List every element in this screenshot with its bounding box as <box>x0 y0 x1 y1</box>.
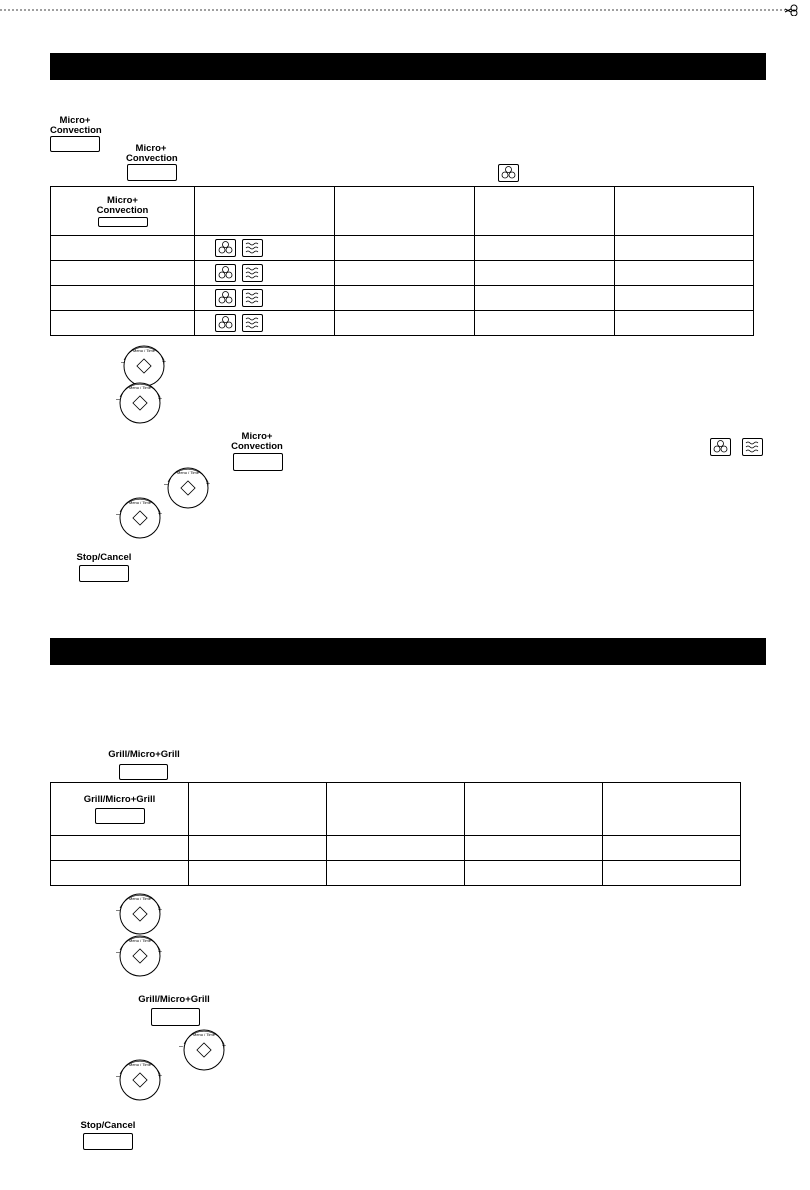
menu-time-dial-icon[interactable] <box>114 379 180 429</box>
table-row <box>51 236 754 261</box>
table-row <box>51 261 754 286</box>
table-cell <box>335 311 475 336</box>
table-row <box>51 311 754 336</box>
svg-text:+: + <box>158 949 163 956</box>
svg-text:+: + <box>158 396 163 403</box>
table-cell <box>603 836 741 861</box>
header-button-label: Micro+ Convection <box>96 194 149 216</box>
table-cell <box>475 286 615 311</box>
table-cell <box>51 861 189 886</box>
table-row <box>51 836 741 861</box>
table-cell <box>51 311 195 336</box>
stop-cancel-button-2[interactable] <box>83 1133 133 1150</box>
svg-text:–: – <box>164 481 168 488</box>
svg-text:+: + <box>206 481 211 488</box>
table-cell <box>51 236 195 261</box>
header-button-shape <box>98 217 148 227</box>
svg-text:+: + <box>222 1043 227 1050</box>
table-cell <box>465 861 603 886</box>
header-button-label: Grill/Micro+Grill <box>83 793 156 805</box>
micro-convection-label-3: Micro+ Convection <box>231 431 283 452</box>
menu-time-dial-icon[interactable] <box>114 932 180 982</box>
svg-text:+: + <box>158 511 163 518</box>
table-cell <box>465 836 603 861</box>
micro-convection-button-2[interactable] <box>127 164 177 181</box>
microwave-waves-icon <box>742 438 763 456</box>
svg-text:+: + <box>158 907 163 914</box>
header-cell <box>195 187 335 236</box>
table-header-row <box>51 187 754 236</box>
table-cell <box>327 836 465 861</box>
header-button-cell <box>51 783 189 836</box>
svg-text:–: – <box>179 1043 183 1050</box>
convection-fan-icon <box>215 239 236 257</box>
svg-text:–: – <box>121 359 125 366</box>
micro-convection-label: Micro+ Convection <box>50 115 102 136</box>
micro-convection-label-2: Micro+ Convection <box>126 143 178 164</box>
section-header-bar-micro-convection <box>50 53 766 80</box>
table-cell <box>603 861 741 886</box>
table-cell <box>189 836 327 861</box>
convection-fan-icon <box>498 164 519 182</box>
header-cell <box>465 783 603 836</box>
header-cell <box>603 783 741 836</box>
table-header-row <box>51 783 741 836</box>
table-cell <box>615 311 754 336</box>
svg-text:–: – <box>116 907 120 914</box>
table-cell <box>189 861 327 886</box>
svg-text:–: – <box>116 1073 120 1080</box>
svg-text:–: – <box>116 396 120 403</box>
header-cell <box>327 783 465 836</box>
svg-text:–: – <box>116 511 120 518</box>
convection-fan-icon <box>710 438 731 456</box>
table-cell <box>475 311 615 336</box>
menu-time-dial-icon[interactable] <box>174 1024 240 1074</box>
convection-fan-icon <box>215 289 236 307</box>
section-header-bar-grill <box>50 638 766 665</box>
table-row <box>51 286 754 311</box>
header-button-shape <box>95 808 145 824</box>
svg-text:–: – <box>116 949 120 956</box>
table-cell <box>327 861 465 886</box>
microwave-waves-icon <box>242 289 263 307</box>
svg-text:Menu / Time: Menu / Time <box>176 470 200 475</box>
grill-micro-grill-button[interactable] <box>119 764 168 780</box>
micro-convection-button[interactable] <box>50 136 100 152</box>
svg-text:Menu / Time: Menu / Time <box>128 1062 152 1067</box>
micro-convection-button-3[interactable] <box>233 453 283 471</box>
svg-text:Menu / Time: Menu / Time <box>128 385 152 390</box>
microwave-waves-icon <box>242 264 263 282</box>
menu-time-dial-icon[interactable] <box>112 1056 178 1106</box>
convection-fan-icon <box>215 264 236 282</box>
table-row <box>51 861 741 886</box>
grill-micro-grill-label: Grill/Micro+Grill <box>108 749 180 760</box>
table-cell <box>615 261 754 286</box>
svg-text:Menu / Time: Menu / Time <box>128 500 152 505</box>
grill-micro-grill-label-2: Grill/Micro+Grill <box>138 994 210 1005</box>
stop-cancel-label-2: Stop/Cancel <box>80 1120 136 1131</box>
header-cell <box>475 187 615 236</box>
header-cell <box>335 187 475 236</box>
table-cell <box>335 261 475 286</box>
mode-icons-cell <box>195 261 335 286</box>
svg-text:Menu / Time: Menu / Time <box>128 938 152 943</box>
stop-cancel-button[interactable] <box>79 565 129 582</box>
convection-fan-icon <box>215 314 236 332</box>
stop-cancel-label: Stop/Cancel <box>76 552 132 563</box>
header-button-cell <box>51 187 195 236</box>
cut-line <box>0 4 810 16</box>
microwave-waves-icon <box>242 239 263 257</box>
header-cell <box>615 187 754 236</box>
table-cell <box>51 261 195 286</box>
table-cell <box>335 286 475 311</box>
table-cell <box>51 286 195 311</box>
svg-text:+: + <box>158 1073 163 1080</box>
table-cell <box>615 286 754 311</box>
grill-table <box>50 782 741 886</box>
svg-text:Menu / Time: Menu / Time <box>132 348 156 353</box>
menu-time-dial-icon[interactable] <box>112 494 178 544</box>
svg-text:+: + <box>162 359 167 366</box>
mode-icons-cell <box>195 236 335 261</box>
svg-text:Menu / Time: Menu / Time <box>128 896 152 901</box>
table-cell <box>615 236 754 261</box>
micro-convection-table <box>50 186 754 336</box>
mode-icons-cell <box>195 311 335 336</box>
table-cell <box>335 236 475 261</box>
header-cell <box>189 783 327 836</box>
table-cell <box>51 836 189 861</box>
microwave-waves-icon <box>242 314 263 332</box>
table-cell <box>475 261 615 286</box>
table-cell <box>475 236 615 261</box>
mode-icons-cell <box>195 286 335 311</box>
scissors-icon <box>785 5 797 16</box>
svg-text:Menu / Time: Menu / Time <box>192 1032 216 1037</box>
